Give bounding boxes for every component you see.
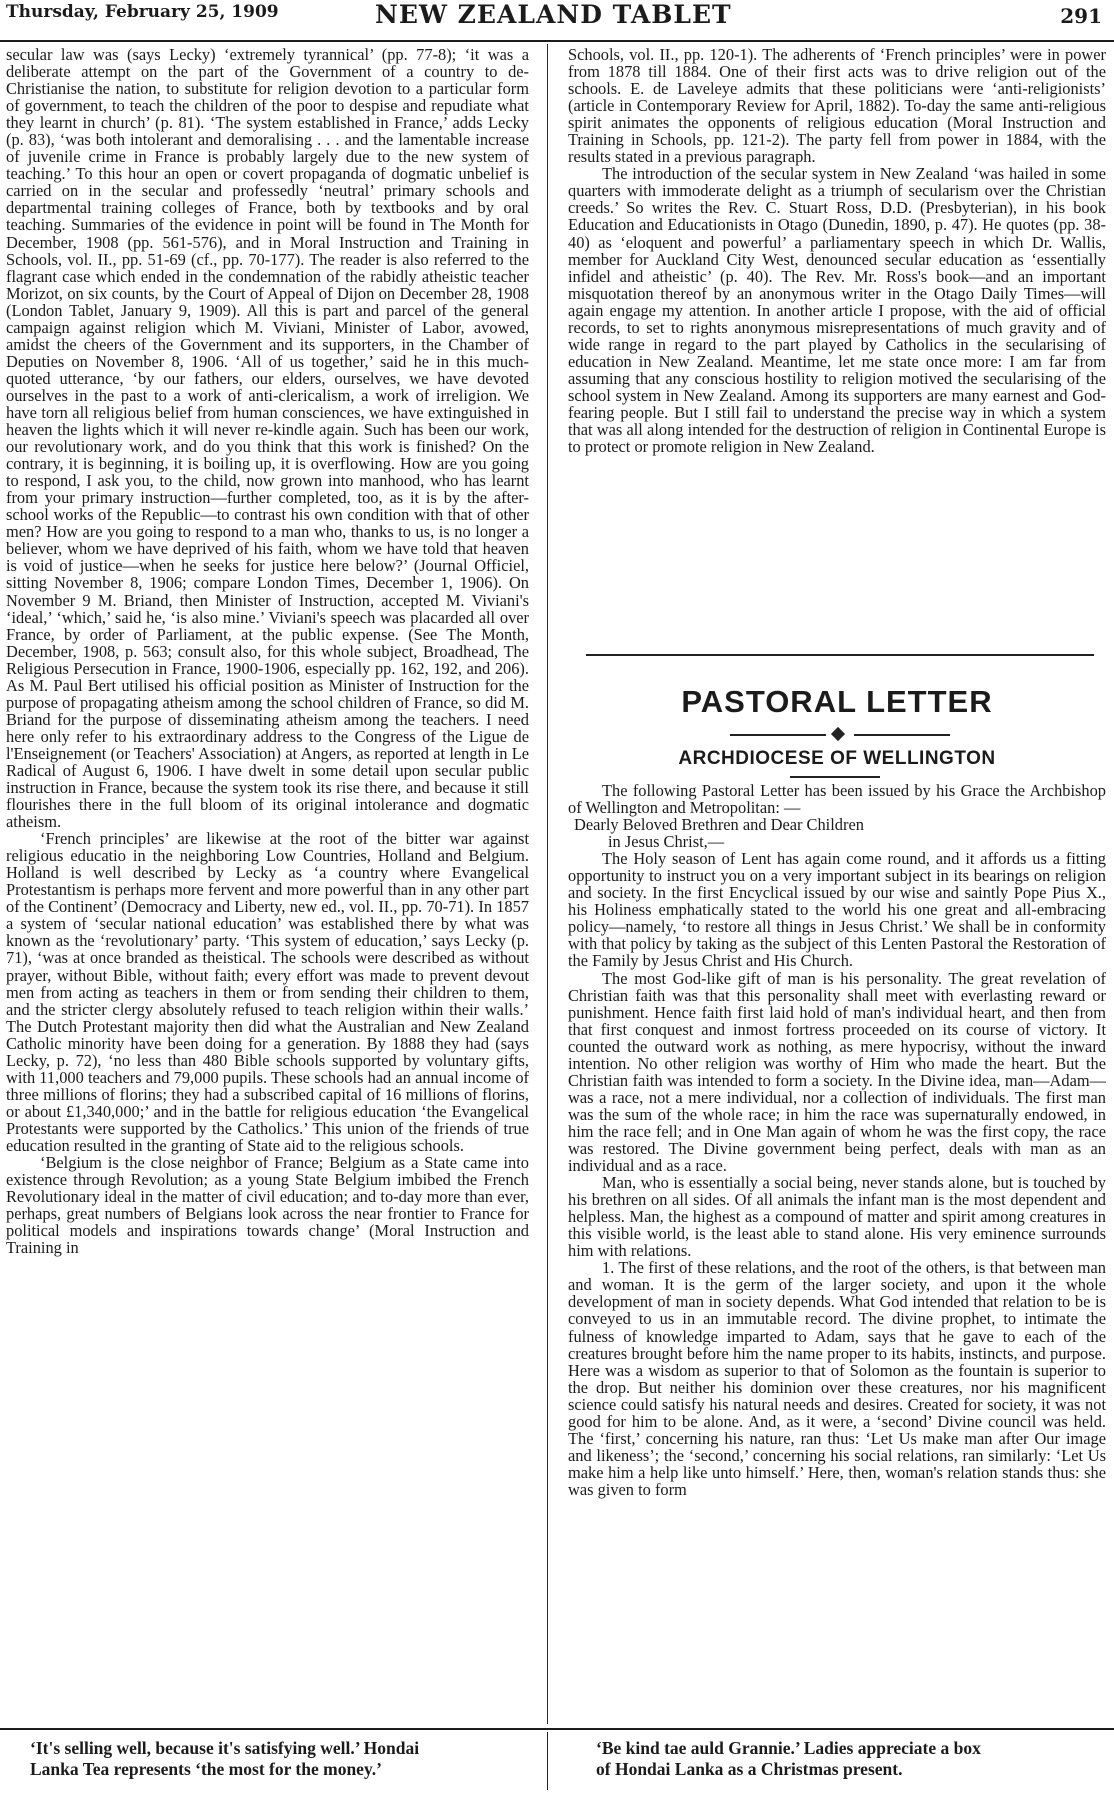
article-paragraph: Schools, vol. II., pp. 120-1). The adherents of ‘French principles’ were in power from 1878 till 1884. One of their first acts was to drive religion out of the schools. E. de Laveleye admits that these politicians were ‘anti-religionists’ (article in Contemporary Review for April, 1882). To-day the same anti-religious spirit animates the opponents of religious education (Moral Instruction and Training in Schools, pp. 121-2). The party fell from power in 1884, with the results stated in a previous paragraph. <box>568 46 1106 167</box>
ad-line: ‘Be kind tae auld Grannie.’ Ladies appreciate a box <box>596 1738 981 1758</box>
advertisement-left <box>30 1738 540 1780</box>
newspaper-title: NEW ZEALAND TABLET <box>375 0 732 29</box>
section-rule <box>586 654 1094 656</box>
article-paragraph: The introduction of the secular system in New Zealand ‘was hailed in some quarters with immoderate delight as a triumph of secularism over the Christian creeds.’ So writes the Rev. C. Stuart Ross, D.D. (Presbyterian), in his book Education and Educationists in Otago (Dunedin, 1890, p. 47). He quotes (pp. 38-40) as ‘eloquent and powerful’ a parliamentary speech in which Dr. Wallis, member for Auckland City West, denounced secular education as ‘essentially infidel and atheistic’ (p. 40). The Rev. Mr. Ross's book—and an important misquotation thereof by an anonymous writer in the Otago Daily Times—will again engage my attention. In another article I propose, with the aid of official records, to set to rights anonymous misrepresentations of much gravity and of wide range in regard to the part played by Catholics in the secularising of education in New Zealand. Meantime, let me state once more: I am far from assuming that any conscious hostility to religion motived the secularising of the school system in New Zealand. Among its supporters are many earnest and God-fearing people. But I still fail to understand the precise way in which a system that was all along intended for the destruction of religion in Continental Europe is to protect or promote religion in New Zealand. <box>568 164 1106 457</box>
salutation-line: in Jesus Christ,— <box>608 832 725 852</box>
pastoral-paragraph: Man, who is essentially a social being, never stands alone, but is touched by his brethren on all sides. Of all animals the infant man is the most dependent and helpless. Man, the highest as a compound of matter and spirit among creatures in this visible world, is the least able to stand alone. His very eminence surrounds him with relations. <box>568 1173 1106 1261</box>
pastoral-letter-heading: PASTORAL LETTER <box>681 684 993 719</box>
article-paragraph: secular law was (says Lecky) ‘extremely tyrannical’ (pp. 77-8); ‘it was a deliberate attempt on the part of the Government of a country to de-Christianise the nation, to substitute for religion devotion to a particular form of government, to teach the children of the poor to despise and repudiate what they learnt in church’ (p. 81). ‘The system established in France,’ adds Lecky (p. 83), ‘was both intolerant and demoralising . . . and the lamentable increase of juvenile crime in France is probably largely due to the new system of teaching.’ To this hour an open or covert propaganda of dogmatic unbelief is carried on in the secular and professedly ‘neutral’ primary schools and departmental training colleges of France, both by textbooks and by oral teaching. Summaries of the evidence in point will be found in The Month for December, 1908 (pp. 561-576), and in Moral Instruction and Training in Schools, vol. II., pp. 51-69 (cf., pp. 70-177). The reader is also referred to the flagrant case which ended in the condemnation of the rabidly atheistic teacher Morizot, on six counts, by the Court of Appeal of Dijon on December 28, 1908 (London Tablet, January 9, 1909). All this is part and parcel of the general campaign against religion which M. Viviani, Minister of Labor, avowed, amidst the cheers of the Government and its supporters, in the Chamber of Deputies on November 8, 1906. ‘All of us together,’ said he in this much-quoted utterance, ‘by our fathers, our elders, ourselves, we have devoted ourselves in the past to a work of anti-clericalism, a work of irreligion. We have torn all religious belief from human consciences, we have extinguished in heaven the lights which it will never re-kindle again. Such has been our work, our revolutionary work, and do you think that this work is finished? On the contrary, it is beginning, it is boiling up, it is overflowing. How are you going to respond, I ask you, to the child, now grown into manhood, who has learnt from your primary instruction—further completed, too, as it is by the after-school works of the Republic—to contrast his own condition with that of other men? How are you going to respond to a man who, thanks to us, is no longer a believer, whom we have deprived of his faith, whom we have told that heaven is void of justice—when he seeks for justice here below?’ (Journal Officiel, sitting November 8, 1906; compare London Times, December 1, 1906). On November 9 M. Briand, then Minister of Instruction, accepted M. Viviani's ‘ideal,’ ‘which,’ said he, ‘is also mine.’ Viviani's speech was placarded all over France, by order of Parliament, at the public expense. (See The Month, December, 1908, p. 563; consult also, for this whole subject, Broadhead, The Religious Persecution in France, 1900-1906, especially pp. 162, 192, and 206). As M. Paul Bert utilised his official position as Minister of Instruction for the purpose of propagating atheism among the school children of France, so did M. Briand for the purpose of disseminating atheism among the teachers. I need here only refer to his extraordinary address to the Congress of the Ligue de l'Enseignement (or Teachers' Association) at Angers, as reported at length in Le Radical of August 6, 1906. I have dwelt in some detail upon secular public instruction in France, because the system took its rise there, and because it still flourishes there in the full bloom of its original intolerance and dogmatic atheism. <box>6 46 529 832</box>
footer-rule <box>0 1728 1114 1730</box>
footer-divider <box>547 1732 548 1790</box>
pastoral-letter-body <box>568 782 1106 1722</box>
ornament-divider <box>730 728 950 742</box>
advertisement-right <box>596 1738 1096 1780</box>
pastoral-paragraph: 1. The first of these relations, and the root of the others, is that between man and woman. It is the germ of the larger society, and upon it the whole development of man in society depends. What God intended that relation to be is conveyed to us in an immutable record. The divine prophet, to intimate the fulness of knowledge imparted to Adam, says that he gave to each of the creatures brought before him the name proper to its habits, instincts, and purpose. Here was a wisdom as superior to that of Solomon as the fountain is superior to the drop. But neither his dominion over these creatures, nor his magnificent science could satisfy his natural needs and desires. Created for society, it was not good for him to be alone. And, as it were, a ‘second’ Divine council was held. The ‘first,’ concerning his nature, ran thus: ‘Let Us make man after Our image and likeness’; the ‘second,’ concerning his social relations, ran similarly: ‘Let Us make him a help like unto himself.’ Here, then, woman's relation stands thus: she was given to form <box>568 1258 1106 1499</box>
ad-line: ‘It's selling well, because it's satisfying well.’ Hondai <box>30 1738 420 1758</box>
ad-line: Lanka Tea represents ‘the most for the money.’ <box>30 1759 382 1779</box>
masthead <box>0 0 1114 42</box>
pastoral-paragraph: The most God-like gift of man is his personality. The great revelation of Christian faith was that this personality shall meet with everlasting reward or punishment. Hence faith first laid hold of man's individual heart, and then from that first conquest and inmost fortress proceeded on its course of victory. It counted the outward work as nothing, as mere hypocrisy, without the inward intention. No other religion was worthy of Him who made the heart. But the Christian faith was intended to form a society. In the Divine idea, man—Adam—was a race, not a mere individual, nor a collection of individuals. The first man was the sum of the whole race; in him the race was supernaturally endowed, in him the race fell; and in One Man again of whom he was the first copy, the race was restored. The Divine government being perfect, deals with man as an individual and as a race. <box>568 968 1106 1176</box>
issue-date: Thursday, February 25, 1909 <box>6 2 279 22</box>
column-divider <box>547 44 548 1724</box>
subheading-rule <box>790 776 880 778</box>
page-number: 291 <box>1060 4 1102 28</box>
salutation-line: Dearly Beloved Brethren and Dear Children <box>574 815 864 835</box>
ad-line: of Hondai Lanka as a Christmas present. <box>596 1759 903 1779</box>
archdiocese-subheading: ARCHDIOCESE OF WELLINGTON <box>678 748 996 769</box>
pastoral-paragraph: The Holy season of Lent has again come round, and it affords us a fitting opportunity to instruct you on a very important subject in its bearings on religion and society. In the first Encyclical issued by our wise and saintly Pope Pius X., his Holiness emphatically stated to the world his one great and all-embracing policy—namely, ‘to restore all things in Jesus Christ.’ We shall be in conformity with that policy by taking as the subject of this Lenten Pastoral the Restoration of the Family by Jesus Christ and His Church. <box>568 849 1106 971</box>
right-column-article <box>568 46 1106 646</box>
pastoral-intro: The following Pastoral Letter has been issued by his Grace the Archbishop of Wellington and Metropolitan: — <box>568 782 1106 818</box>
diamond-ornament-icon <box>831 727 845 741</box>
article-paragraph: ‘French principles’ are likewise at the root of the bitter war against religious educatio in the neighboring Low Countries, Holland and Belgium. Holland is well described by Lecky as ‘a country where Evangelical Protestantism is perhaps more fervent and more powerful than in any other part of the Continent’ (Democracy and Liberty, new ed., vol. II., pp. 70-71). In 1857 a system of ‘secular national education’ was established there by what was known as the ‘revolutionary’ party. ‘This system of education,’ says Lecky (p. 71), ‘was at once branded as theistical. The schools were described as without prayer, without Bible, without faith; every effort was made to prevent devout men from acting as teachers in them or from sending their children to them, and the stricter clergy absolutely refused to teach religion within their walls.’ The Dutch Protestant majority then did what the Australian and New Zealand Catholic minority have been doing for a generation. By 1888 they had (says Lecky, p. 72), ‘no less than 480 Bible schools supported by voluntary gifts, with 11,000 teachers and 79,000 pupils. These schools had an annual income of three millions of florins; they had a subscribed capital of 16 millions of florins, or about £1,340,000;’ and in the battle for religious education ‘the Evangelical Protestants were supported by the Catholics.’ This union of the friends of true education resulted in the granting of State aid to the religious schools. <box>6 829 529 1155</box>
article-paragraph: ‘Belgium is the close neighbor of France; Belgium as a State came into existence through Revolution; as a young State Belgium imbibed the French Revolutionary ideal in the matter of civil education; and to-day more than ever, perhaps, great numbers of Belgians look across the near frontier to France for political models and inspirations towards change’ (Moral Instruction and Training in <box>6 1153 529 1258</box>
left-column <box>6 46 529 1720</box>
